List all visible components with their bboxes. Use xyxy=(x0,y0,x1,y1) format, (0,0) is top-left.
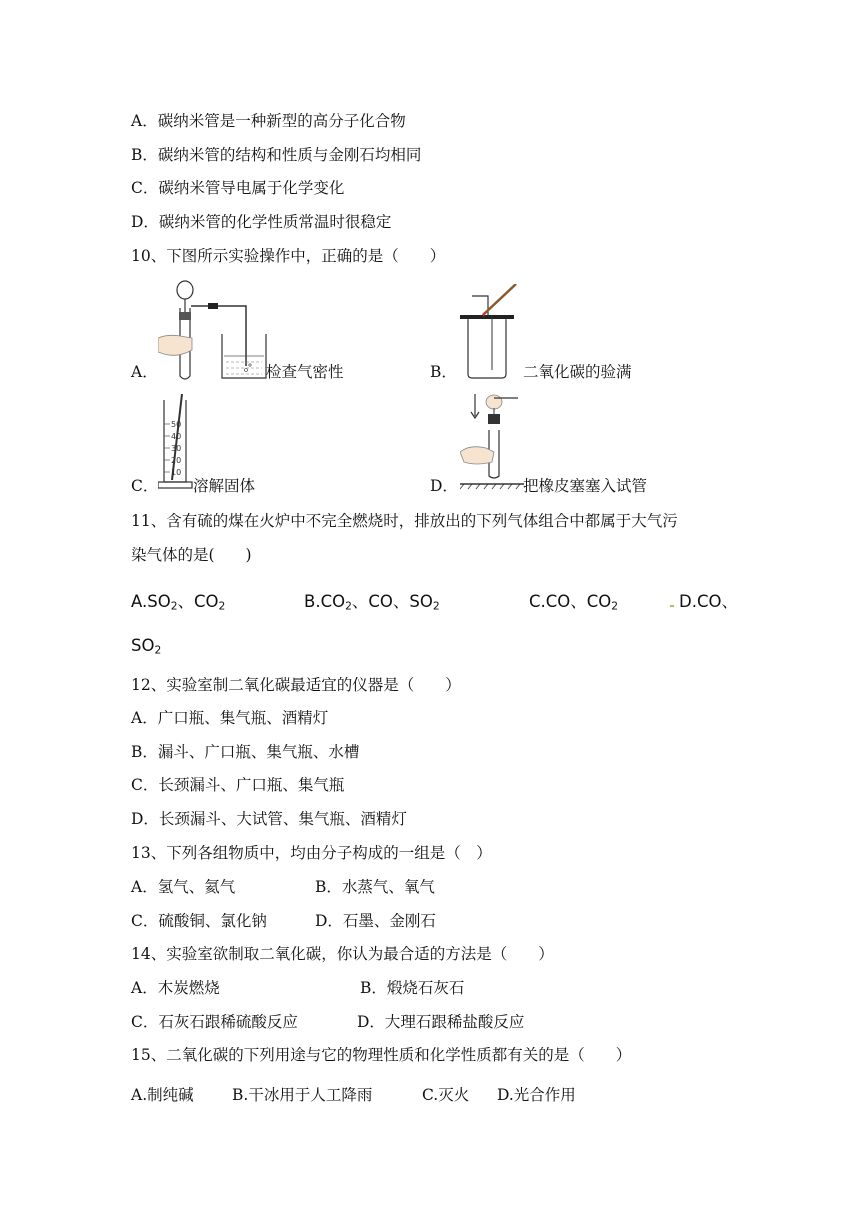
q13-option-a: A．氢气、氦气 xyxy=(131,878,236,896)
q10-option-c-letter: C． xyxy=(131,477,159,495)
q10-option-d-letter: D． xyxy=(430,477,458,495)
cylinder-mark-40: 40 xyxy=(171,432,182,441)
q13-option-d: D．石墨、金刚石 xyxy=(315,912,436,930)
q9-option-a: A．碳纳米管是一种新型的高分子化合物 xyxy=(131,112,406,130)
q10-option-a-label: 检查气密性 xyxy=(266,363,344,381)
q15-option-b: B.干冰用于人工降雨 xyxy=(232,1086,373,1104)
q13-option-b: B．水蒸气、氧气 xyxy=(315,878,435,896)
q15-option-a: A.制纯碱 xyxy=(131,1086,194,1104)
q12-option-b: B．漏斗、广口瓶、集气瓶、水槽 xyxy=(131,743,360,761)
q11-stem-line2: 染气体的是( ) xyxy=(131,546,252,564)
q9-option-b: B．碳纳米管的结构和性质与金刚石均相同 xyxy=(131,146,422,164)
airtightness-check-figure xyxy=(158,276,268,380)
q10-option-d-label: 把橡皮塞塞入试管 xyxy=(523,477,648,495)
q11-option-d-continued: $SO_2$ xyxy=(131,636,162,657)
green-marker xyxy=(670,605,674,607)
q12-option-c: C．长颈漏斗、广口瓶、集气瓶 xyxy=(131,776,345,794)
cylinder-mark-50: 50 xyxy=(171,420,182,429)
q14-option-c: C．石灰石跟稀硫酸反应 xyxy=(131,1013,298,1031)
graduated-cylinder-figure xyxy=(158,394,194,494)
q13-stem: 13、下列各组物质中，均由分子构成的一组是（ ） xyxy=(131,844,492,862)
q12-option-a: A．广口瓶、集气瓶、酒精灯 xyxy=(131,709,329,727)
q9-option-c: C．碳纳米管导电属于化学变化 xyxy=(131,179,345,197)
q11-option-d: D.CO、 xyxy=(679,592,738,611)
q12-option-d: D．长颈漏斗、大试管、集气瓶、酒精灯 xyxy=(131,810,407,828)
cylinder-mark-10: 10 xyxy=(171,468,182,477)
rubber-stopper-figure xyxy=(460,390,524,490)
co2-full-test-figure xyxy=(458,284,524,380)
q9-option-d: D．碳纳米管的化学性质常温时很稳定 xyxy=(131,213,392,231)
q11-option-a: $A.SO_2$、$CO_2$ xyxy=(131,592,226,613)
q14-option-d: D．大理石跟稀盐酸反应 xyxy=(357,1013,525,1031)
q11-option-c: C.CO、$CO_2$ xyxy=(529,592,619,613)
q15-option-c: C.灭火 xyxy=(422,1086,470,1104)
q10-option-a-letter: A． xyxy=(131,363,158,381)
q11-stem-line1: 11、含有硫的煤在火炉中不完全燃烧时，排放出的下列气体组合中都属于大气污 xyxy=(131,512,678,530)
cylinder-mark-30: 30 xyxy=(171,444,182,453)
q10-option-b-label: 二氧化碳的验满 xyxy=(523,363,632,381)
q10-stem: 10、下图所示实验操作中，正确的是（ ） xyxy=(131,247,446,265)
q15-option-d: D.光合作用 xyxy=(497,1086,576,1104)
q14-stem: 14、实验室欲制取二氧化碳，你认为最合适的方法是（ ） xyxy=(131,945,554,963)
q10-option-c-label: 溶解固体 xyxy=(193,477,256,495)
q13-option-c: C．硫酸铜、氯化钠 xyxy=(131,912,267,930)
q14-option-a: A．木炭燃烧 xyxy=(131,979,220,997)
q10-option-b-letter: B． xyxy=(430,363,457,381)
cylinder-mark-20: 20 xyxy=(171,456,182,465)
q12-stem: 12、实验室制二氧化碳最适宜的仪器是（ ） xyxy=(131,676,461,694)
q15-stem: 15、二氧化碳的下列用途与它的物理性质和化学性质都有关的是（ ） xyxy=(131,1046,632,1064)
q11-option-b: $B.CO_2$、CO、$SO_2$ xyxy=(304,592,440,613)
q14-option-b: B．煅烧石灰石 xyxy=(360,979,465,997)
